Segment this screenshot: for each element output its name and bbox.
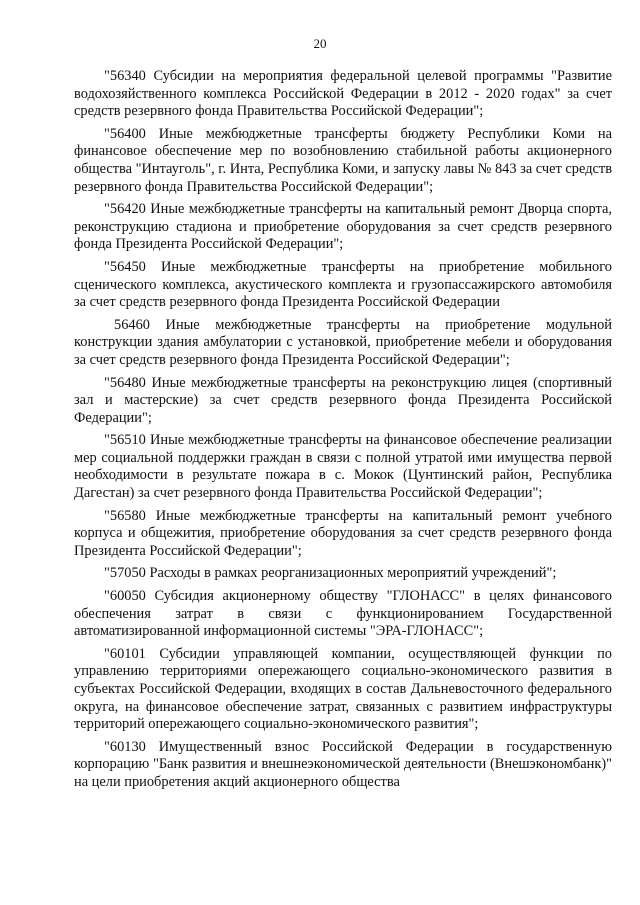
- page-number: 20: [313, 36, 327, 51]
- paragraph-60050: "60050 Субсидия акционерному обществу "ГЛОНАСС" в целях финансового обеспечения затрат в связи с функционированием Государственной автоматизированной информационной системы "ЭРА-ГЛОНАСС";: [74, 588, 612, 640]
- paragraph-60130: "60130 Имущественный взнос Российской Федерации в государственную корпорацию "Банк развития и внешнеэкономической деятельности (Внешэкономбанк)" на цели приобретения акций акционерного общества: [74, 738, 612, 790]
- paragraph-56480: "56480 Иные межбюджетные трансферты на реконструкцию лицея (спортивный зал и мастерские) за счет средств резервного фонда Президента Российской Федерации";: [74, 374, 612, 426]
- paragraph-56340: "56340 Субсидии на мероприятия федеральной целевой программы "Развитие водохозяйственного комплекса Российской Федерации в 2012 - 2020 годах" за счет средств резервного фонда Правительства Российской Федерации";: [74, 68, 612, 120]
- paragraph-56450: "56450 Иные межбюджетные трансферты на приобретение мобильного сценического комплекса, акустического комплекта и грузопассажирского автомобиля за счет средств резервного фонда Президента Российской Федерации: [74, 258, 612, 311]
- document-body: [74, 68, 612, 797]
- paragraph-56420: "56420 Иные межбюджетные трансферты на капитальный ремонт Дворца спорта, реконструкцию стадиона и приобретение оборудования за счет средств резервного фонда Президента Российской Федерации";: [74, 201, 612, 253]
- paragraph-60101: "60101 Субсидии управляющей компании, осуществляющей функции по управлению территориями опережающего социально-экономического развития в субъектах Российской Федерации, входящих в состав Дальневосточного федерального округа, на финансовое обеспечение затрат, связанных с развитием инфраструктуры территорий опережающего социально-экономического развития";: [74, 645, 612, 733]
- paragraph-56510: "56510 Иные межбюджетные трансферты на финансовое обеспечение реализации мер социальной поддержки граждан в связи с полной утратой ими имущества первой необходимости в результате пожара в с. Мокок (Цунтинский район, Республика Дагестан) за счет резервного фонда Правительства Российской Федерации";: [74, 432, 612, 502]
- paragraph-56580: "56580 Иные межбюджетные трансферты на капитальный ремонт учебного корпуса и общежития, приобретение оборудования за счет средств резервного фонда Президента Российской Федерации";: [74, 507, 612, 559]
- paragraph-56460: 56460 Иные межбюджетные трансферты на приобретение модульной конструкции здания амбулатории с установкой, приобретение мебели и оборудования за счет средств резервного фонда Президента Российской Федерации";: [74, 316, 612, 368]
- paragraph-57050: "57050 Расходы в рамках реорганизационных мероприятий учреждений";: [104, 565, 557, 582]
- paragraph-56400: "56400 Иные межбюджетные трансферты бюджету Республики Коми на финансовое обеспечение мер по возобновлению стабильной работы акционерного общества "Интауголь", г. Инта, Республика Коми, и запуску лавы № 843 за счет средств резервного фонда Правительства Российской Федерации";: [74, 125, 612, 195]
